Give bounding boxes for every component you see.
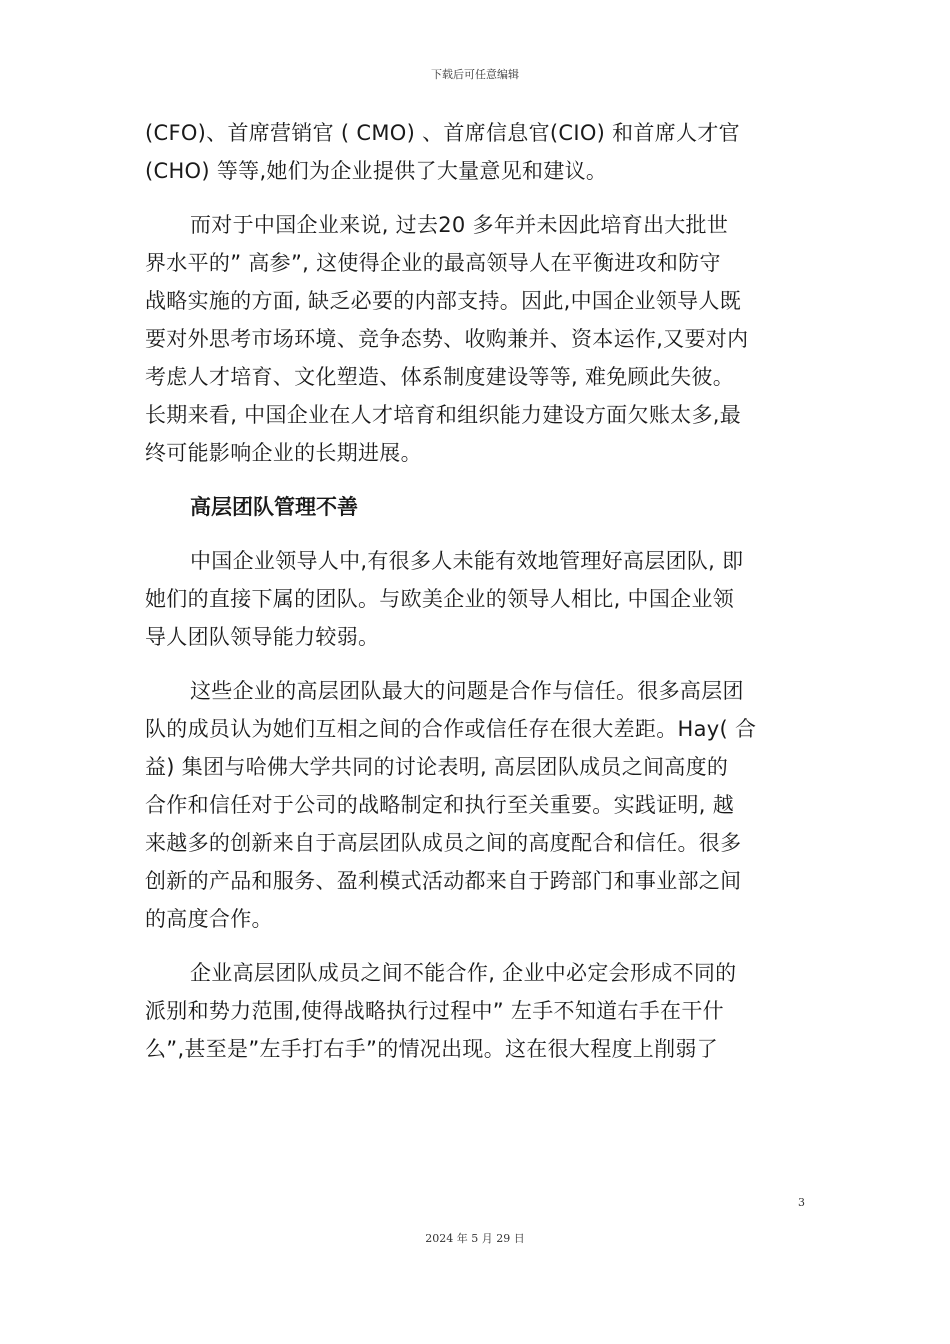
text-line: 界水平的” 高参”, 这使得企业的最高领导人在平衡进攻和防守 (145, 251, 721, 275)
paragraph-1 (145, 114, 810, 190)
page-header: 下载后可任意编辑 (431, 68, 519, 81)
text-line: 这些企业的高层团队最大的问题是合作与信任。很多高层团 (190, 679, 744, 703)
text-line: 合作和信任对于公司的战略制定和执行至关重要。实践证明, 越 (145, 793, 735, 817)
text-line: 益) 集团与哈佛大学共同的讨论表明, 高层团队成员之间高度的 (145, 755, 729, 779)
text-line: 战略实施的方面, 缺乏必要的内部支持。因此,中国企业领导人既 (145, 289, 742, 313)
text-line: 来越多的创新来自于高层团队成员之间的高度配合和信任。很多 (145, 831, 742, 855)
text-line: 创新的产品和服务、盈利模式活动都来自于跨部门和事业部之间 (145, 869, 742, 893)
text-line: 企业高层团队成员之间不能合作, 企业中必定会形成不同的 (190, 961, 737, 985)
text-line: 派别和势力范围,使得战略执行过程中” 左手不知道右手在干什 (145, 999, 724, 1023)
text-line: 的高度合作。 (145, 907, 273, 931)
paragraph-5 (145, 954, 810, 1068)
section-heading: 高层团队管理不善 (190, 495, 358, 519)
page-footer-date: 2024 年 5 月 29 日 (425, 1232, 525, 1245)
text-line: 要对外思考市场环境、竞争态势、收购兼并、资本运作,又要对内 (145, 327, 749, 351)
document-body (145, 114, 810, 1084)
text-line: (CHO) 等等,她们为企业提供了大量意见和建议。 (145, 159, 608, 183)
text-line: 而对于中国企业来说, 过去20 多年并未因此培育出大批世 (190, 213, 729, 237)
text-line: 终可能影响企业的长期进展。 (145, 441, 422, 465)
text-line: 长期来看, 中国企业在人才培育和组织能力建设方面欠账太多,最 (145, 403, 742, 427)
text-line: (CFO)、首席营销官 ( CMO) 、首席信息官(CIO) 和首席人才官 (145, 121, 740, 145)
text-line: 么”,甚至是”左手打右手”的情况出现。这在很大程度上削弱了 (145, 1037, 719, 1061)
page-number: 3 (798, 1196, 805, 1209)
paragraph-4 (145, 672, 810, 938)
text-line: 她们的直接下属的团队。与欧美企业的领导人相比, 中国企业领 (145, 587, 735, 611)
text-line: 队的成员认为她们互相之间的合作或信任存在很大差距。Hay( 合 (145, 717, 757, 741)
paragraph-3 (145, 542, 810, 656)
paragraph-2 (145, 206, 810, 472)
text-line: 考虑人才培育、文化塑造、体系制度建设等等, 难免顾此失彼。 (145, 365, 735, 389)
text-line: 导人团队领导能力较弱。 (145, 625, 380, 649)
text-line: 中国企业领导人中,有很多人未能有效地管理好高层团队, 即 (190, 549, 744, 573)
